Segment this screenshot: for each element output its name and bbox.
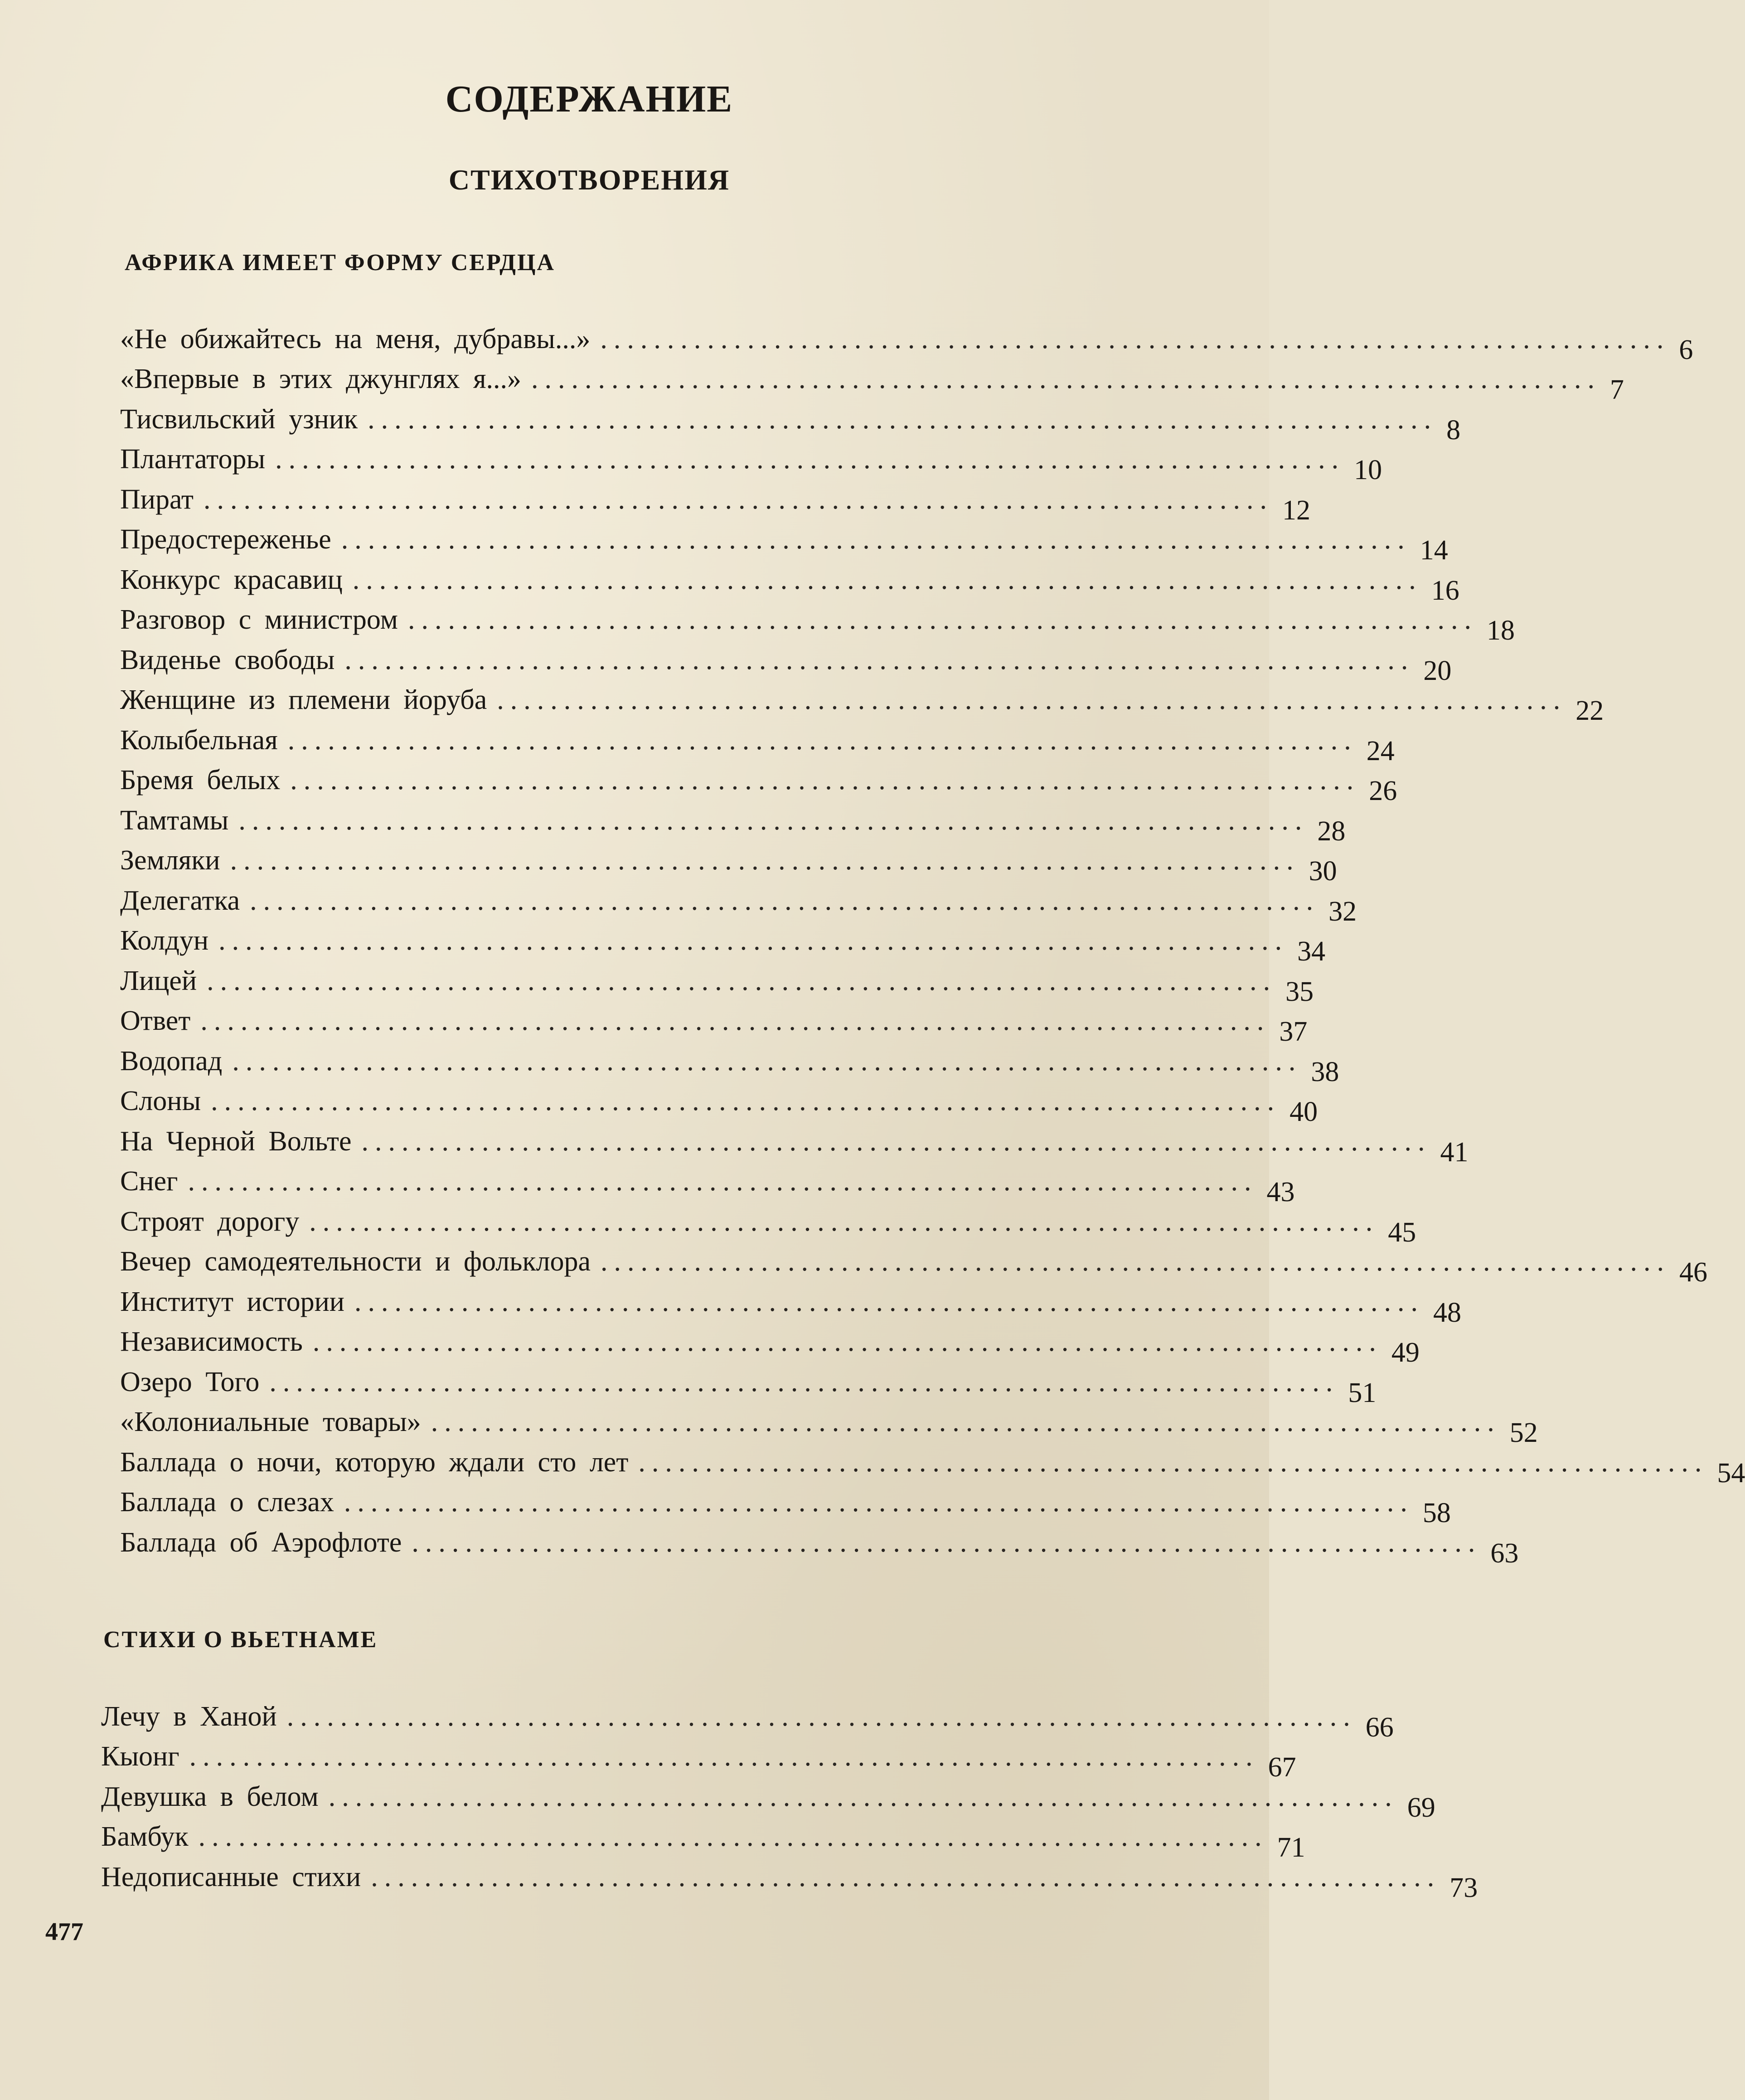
dot-leader: ................................................................................ <box>497 684 1567 715</box>
dot-leader: ................................................................................ <box>188 1166 1258 1197</box>
dot-leader: ................................................................................ <box>200 1005 1270 1036</box>
toc-entry-page-number: 71 <box>1277 1832 1305 1863</box>
toc-entry-page-number: 54 <box>1717 1457 1745 1489</box>
toc-entry-title: Недописанные стихи <box>101 1861 361 1892</box>
toc-entry <box>101 1814 1305 1863</box>
dot-leader: ................................................................................ <box>232 1045 1302 1077</box>
toc-entry-page-number: 30 <box>1309 856 1337 887</box>
dot-leader: ................................................................................ <box>361 1125 1431 1157</box>
toc-entry <box>101 1853 1478 1903</box>
toc-entry <box>120 1158 1295 1208</box>
dot-leader: ................................................................................ <box>328 1781 1398 1812</box>
dot-leader: ................................................................................ <box>230 845 1300 876</box>
toc-entry-page-number: 16 <box>1431 575 1459 606</box>
toc-entry <box>120 636 1452 686</box>
toc-entry-page-number: 48 <box>1433 1297 1461 1328</box>
toc-entry-title: Кыонг <box>101 1741 179 1772</box>
toc-entry <box>120 717 1395 766</box>
toc-entry <box>120 315 1693 365</box>
toc-entry <box>120 1439 1745 1489</box>
toc-entry <box>120 677 1604 726</box>
toc-entry-title: Виденье свободы <box>120 644 335 675</box>
toc-entry <box>120 1038 1339 1087</box>
toc-entry-page-number: 8 <box>1446 414 1461 446</box>
toc-entry-title: Плантаторы <box>120 444 266 475</box>
toc-entry-page-number: 10 <box>1354 455 1382 485</box>
toc-entry-title: Бамбук <box>101 1821 189 1852</box>
toc-entry-page-number: 51 <box>1348 1377 1377 1408</box>
dot-leader: ................................................................................ <box>275 444 1345 475</box>
toc-entry-page-number: 6 <box>1679 334 1693 365</box>
toc-entry-page-number: 35 <box>1285 976 1314 1007</box>
toc-entry-title: Предостереженье <box>120 524 331 555</box>
page-number: 477 <box>45 1918 83 1946</box>
toc-entry <box>120 1198 1416 1248</box>
toc-entry-title: Девушка в белом <box>101 1781 319 1812</box>
toc-entry-title: Бремя белых <box>120 765 281 795</box>
toc-entry-page-number: 45 <box>1388 1217 1416 1248</box>
toc-entry <box>120 1278 1461 1328</box>
dot-leader: ................................................................................ <box>211 1086 1281 1116</box>
dot-leader: ................................................................................ <box>286 1701 1357 1732</box>
toc-entry-page-number: 32 <box>1328 896 1357 927</box>
toc-entry-page-number: 24 <box>1366 735 1395 766</box>
toc-entry-title: «Колониальные товары» <box>120 1406 421 1437</box>
toc-entry-title: Колыбельная <box>120 724 278 756</box>
dot-leader: ................................................................................ <box>344 644 1415 675</box>
dot-leader: ................................................................................ <box>344 1487 1414 1518</box>
toc-entry <box>120 757 1397 806</box>
page-subtitle: СТИХОТВОРЕНИЯ <box>448 164 730 196</box>
toc-entry <box>120 998 1308 1047</box>
toc-entry <box>120 1479 1451 1528</box>
section-heading-vietnam: СТИХИ О ВЬЕТНАМЕ <box>103 1627 378 1653</box>
toc-entry-title: Ответ <box>120 1005 191 1036</box>
toc-entry-title: Озеро Того <box>120 1366 260 1397</box>
toc-entry-title: Слоны <box>120 1086 201 1116</box>
dot-leader: ................................................................................ <box>309 1206 1379 1237</box>
toc-entry <box>120 1238 1708 1288</box>
toc-entry <box>120 1399 1538 1448</box>
toc-entry-title: Конкурс красавиц <box>120 564 343 595</box>
toc-entry-title: Независимость <box>120 1326 303 1357</box>
toc-entry <box>120 356 1624 405</box>
toc-entry-title: Баллада о ночи, которую ждали сто лет <box>120 1446 629 1478</box>
dot-leader: ................................................................................ <box>238 805 1309 836</box>
toc-entry <box>120 1319 1420 1368</box>
toc-entry-page-number: 18 <box>1486 615 1515 646</box>
toc-entry-page-number: 38 <box>1311 1056 1339 1087</box>
toc-entry <box>120 476 1310 526</box>
dot-leader: ................................................................................ <box>287 724 1357 756</box>
toc-entry <box>120 516 1448 566</box>
toc-entry-page-number: 26 <box>1369 776 1397 806</box>
dot-leader: ................................................................................ <box>341 524 1411 555</box>
toc-entry-title: Земляки <box>120 845 220 876</box>
toc-entry-page-number: 40 <box>1289 1096 1318 1127</box>
toc-entry-title: «Не обижайтесь на меня, дубравы...» <box>120 323 591 354</box>
dot-leader: ................................................................................ <box>407 604 1478 635</box>
dot-leader: ................................................................................ <box>198 1821 1268 1852</box>
toc-entry <box>120 436 1382 485</box>
dot-leader: ................................................................................ <box>250 885 1320 916</box>
dot-leader: ................................................................................ <box>601 1246 1671 1277</box>
toc-entry <box>120 797 1346 847</box>
toc-entry-title: Колдун <box>120 925 209 956</box>
dot-leader: ................................................................................ <box>638 1446 1708 1478</box>
toc-entry-page-number: 28 <box>1317 815 1346 847</box>
toc-entry-page-number: 67 <box>1268 1752 1296 1783</box>
toc-entry-title: На Черной Вольте <box>120 1125 352 1157</box>
toc-entry <box>120 877 1357 927</box>
toc-entry-page-number: 12 <box>1282 495 1310 526</box>
toc-entry-page-number: 37 <box>1279 1016 1308 1047</box>
dot-leader: ................................................................................ <box>189 1741 1259 1772</box>
toc-entry <box>120 917 1326 967</box>
toc-entry <box>120 597 1515 646</box>
dot-leader: ................................................................................ <box>354 1286 1424 1317</box>
dot-leader: ................................................................................ <box>352 564 1422 595</box>
dot-leader: ................................................................................ <box>269 1366 1339 1397</box>
toc-entry-title: Снег <box>120 1166 178 1197</box>
toc-entry-title: Тисвильский узник <box>120 403 358 435</box>
toc-entry <box>101 1693 1394 1743</box>
toc-entry <box>120 396 1461 446</box>
toc-entry-title: Вечер самодеятельности и фольклора <box>120 1246 591 1277</box>
toc-entry-title: Баллада о слезах <box>120 1487 334 1518</box>
dot-leader: ................................................................................ <box>431 1406 1501 1437</box>
toc-entry-page-number: 20 <box>1423 655 1452 686</box>
toc-entry-title: Институт истории <box>120 1286 344 1317</box>
toc-entry-title: Лицей <box>120 965 197 996</box>
dot-leader: ................................................................................ <box>312 1326 1382 1357</box>
toc-entry <box>120 1078 1318 1127</box>
toc-entry-page-number: 22 <box>1575 695 1604 726</box>
toc-entry-page-number: 7 <box>1609 374 1624 405</box>
toc-entry <box>120 837 1337 887</box>
section-heading-africa: АФРИКА ИМЕЕТ ФОРМУ СЕРДЦА <box>125 250 555 276</box>
toc-entry-title: Тамтамы <box>120 805 229 836</box>
toc-entry-page-number: 34 <box>1297 936 1326 967</box>
toc-entry-title: Разговор с министром <box>120 604 398 635</box>
toc-entry-title: Баллада об Аэрофлоте <box>120 1527 402 1558</box>
toc-entry-page-number: 66 <box>1365 1712 1394 1743</box>
toc-entry-page-number: 73 <box>1449 1872 1478 1903</box>
toc-entry-page-number: 63 <box>1490 1537 1519 1569</box>
toc-entry <box>101 1773 1435 1823</box>
dot-leader: ................................................................................ <box>371 1861 1441 1892</box>
toc-entry-page-number: 52 <box>1509 1417 1538 1448</box>
toc-entry-title: Женщине из племени йоруба <box>120 684 487 715</box>
toc-entry <box>120 1118 1469 1168</box>
toc-entry-page-number: 41 <box>1440 1136 1469 1168</box>
toc-list-vietnam <box>101 1693 1478 1903</box>
dot-leader: ................................................................................ <box>531 364 1601 394</box>
dot-leader: ................................................................................ <box>207 965 1277 996</box>
toc-entry-page-number: 49 <box>1391 1337 1420 1368</box>
toc-entry-title: «Впервые в этих джунглях я...» <box>120 364 521 394</box>
toc-entry-title: Строят дорогу <box>120 1206 300 1237</box>
toc-entry <box>120 556 1459 606</box>
dot-leader: ................................................................................ <box>600 323 1670 354</box>
dot-leader: ................................................................................ <box>368 403 1438 435</box>
dot-leader: ................................................................................ <box>290 765 1360 795</box>
toc-entry-title: Делегатка <box>120 885 240 916</box>
toc-entry-title: Лечу в Ханой <box>101 1701 277 1732</box>
dot-leader: ................................................................................ <box>218 925 1289 956</box>
toc-entry <box>120 957 1314 1007</box>
dot-leader: ................................................................................ <box>203 484 1273 515</box>
toc-entry-title: Пират <box>120 484 194 515</box>
toc-entry-page-number: 14 <box>1420 535 1448 566</box>
page-title: СОДЕРЖАНИЕ <box>445 78 733 120</box>
toc-entry-page-number: 58 <box>1422 1498 1451 1528</box>
toc-list-africa <box>120 315 1745 1569</box>
toc-entry-title: Водопад <box>120 1045 223 1077</box>
toc-entry <box>101 1733 1296 1783</box>
dot-leader: ................................................................................ <box>412 1527 1482 1558</box>
toc-entry-page-number: 46 <box>1679 1257 1708 1288</box>
toc-entry-page-number: 69 <box>1407 1792 1435 1823</box>
toc-entry <box>120 1519 1519 1569</box>
toc-entry-page-number: 43 <box>1266 1177 1295 1208</box>
toc-entry <box>120 1358 1377 1408</box>
